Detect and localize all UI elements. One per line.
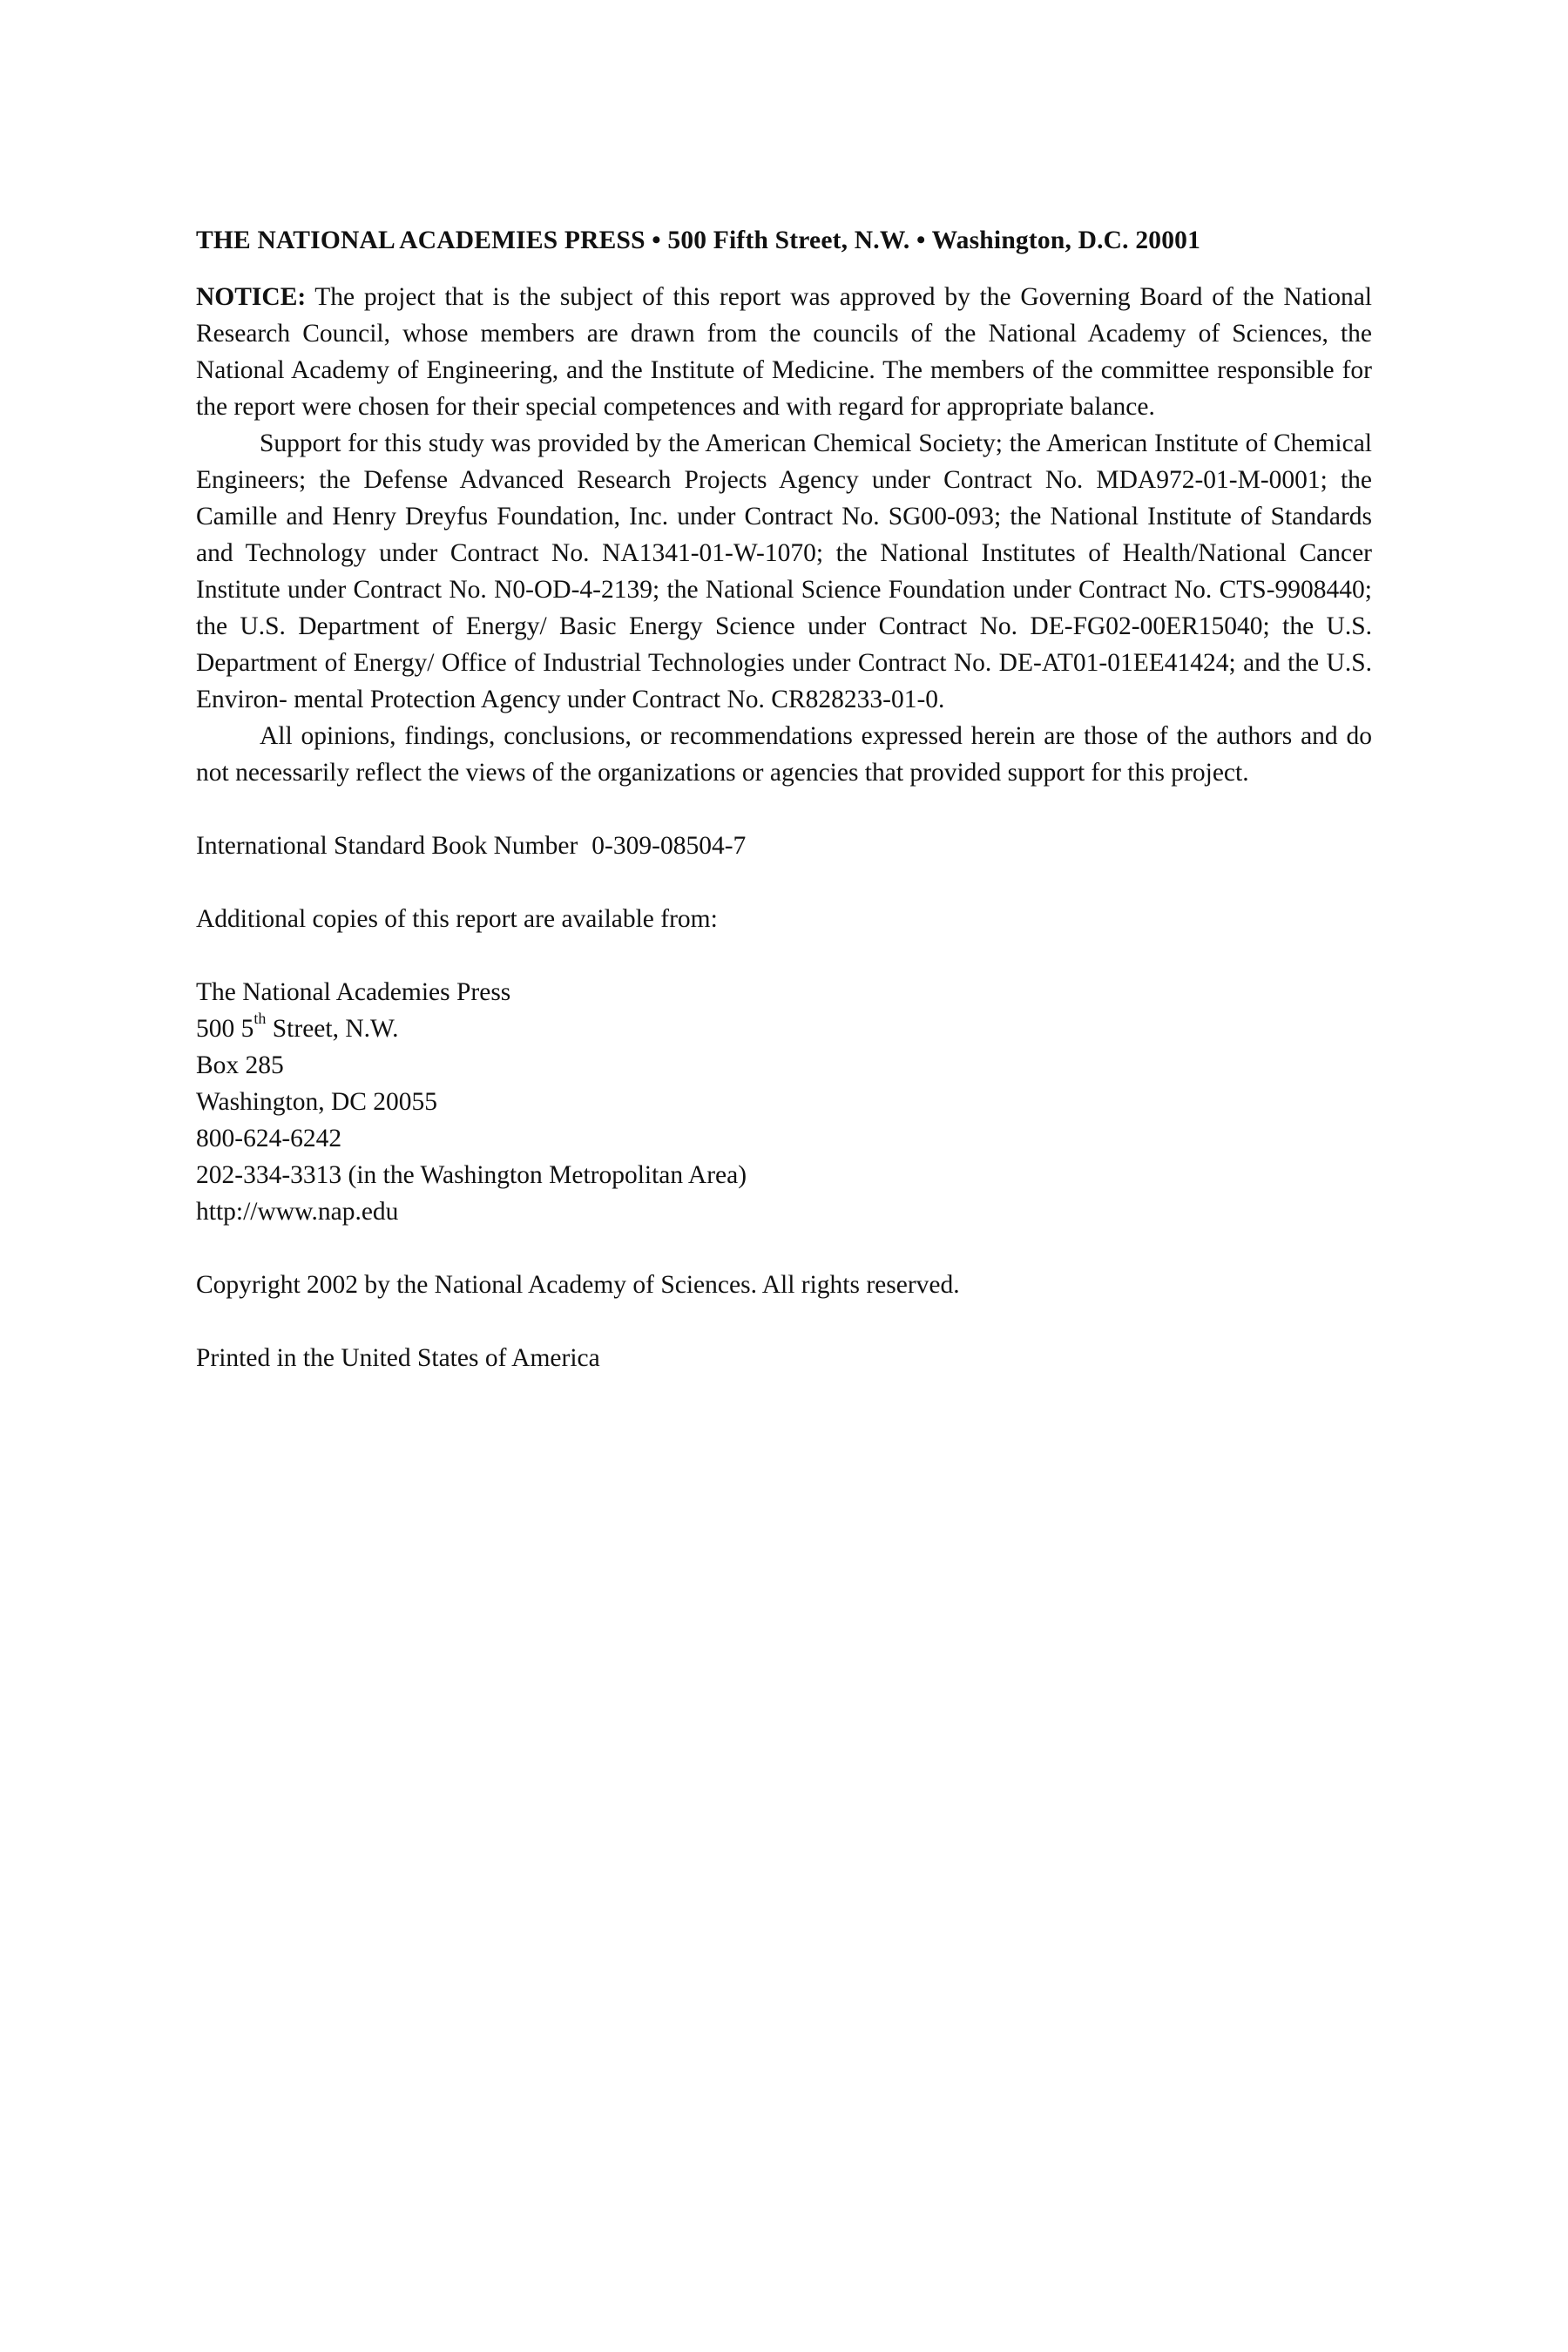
address-phone-tollfree: 800-624-6242 [196, 1125, 342, 1152]
disclaimer-paragraph: All opinions, findings, conclusions, or recommendations expressed herein are those of the authors and do not necessarily reflect the views of the organizations or agencies that provided support for this project. [196, 722, 1372, 787]
publisher-street: 500 Fifth Street, N.W. [667, 226, 910, 254]
copyright-page [196, 222, 1372, 1376]
street-number: 500 5 [196, 1015, 254, 1043]
address-name: The National Academies Press [196, 978, 511, 1006]
printed-line: Printed in the United States of America [196, 1344, 600, 1372]
street-ordinal: th [253, 1010, 267, 1028]
address-phone-local: 202-334-3313 (in the Washington Metropolitan Area) [196, 1161, 747, 1189]
address-street [196, 1010, 1372, 1047]
notice-label: NOTICE: [196, 283, 307, 311]
publisher-address [196, 974, 1372, 1230]
address-website: http://www.nap.edu [196, 1198, 399, 1226]
isbn-label: International Standard Book Number [196, 832, 578, 860]
address-city: Washington, DC 20055 [196, 1088, 438, 1116]
copies-intro: Additional copies of this report are available from: [196, 905, 718, 933]
isbn-value: 0-309-08504-7 [591, 832, 747, 860]
notice-paragraph [196, 279, 1372, 425]
support-paragraph: Support for this study was provided by the American Chemical Society; the American Institute of Chemical Engineers; the Defense Advanced Research Projects Agency under Contract No. MDA972-01-M-0001; the Camille and Henry Dreyfus Foundation, Inc. under Contract No. SG00-093; the National Institute of Standards and Technology under Contract No. NA1341-01-W-1070; the National Institutes of Health/National Cancer Institute under Contract No. N0-OD-4-2139; the National Science Foundation under Contract No. CTS-9908440; the U.S. Department of Energy/ Basic Energy Science under Contract No. DE-FG02-00ER15040; the U.S. Department of Energy/ Office of Industrial Technologies under Contract No. DE-AT01-01EE41424; and the U.S. Environ- mental Protection Agency under Contract No. CR828233-01-0. [196, 429, 1372, 713]
address-box: Box 285 [196, 1051, 284, 1079]
publisher-header [196, 222, 1372, 259]
street-rest: Street, N.W. [266, 1015, 399, 1043]
publisher-city: Washington, D.C. 20001 [931, 226, 1201, 254]
copyright-line: Copyright 2002 by the National Academy of Sciences. All rights reserved. [196, 1271, 960, 1299]
header-separator: • [652, 226, 661, 254]
notice-text: The project that is the subject of this report was approved by the Governing Board of the National Research Council, whose members are drawn from the councils of the National Academy of Sciences, the National Academy of Engineering, and the Institute of Medicine. The members of the committee responsible for the report were chosen for their special competences and with regard for appropriate balance. [196, 283, 1372, 421]
header-separator: • [916, 226, 926, 254]
isbn-line [196, 828, 1372, 864]
publisher-name: THE NATIONAL ACADEMIES PRESS [196, 226, 645, 254]
